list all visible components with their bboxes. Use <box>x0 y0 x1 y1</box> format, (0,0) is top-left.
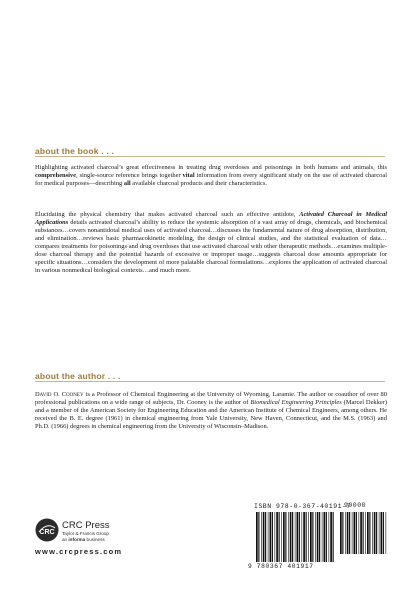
barcode-bar <box>312 512 313 562</box>
middle-divider <box>35 381 385 382</box>
barcode-bar <box>306 512 307 562</box>
barcode-bar <box>330 512 332 562</box>
barcode-bar <box>356 512 357 554</box>
barcode-bar <box>261 512 262 562</box>
barcode-bar <box>268 512 269 562</box>
barcode-bar <box>295 512 296 562</box>
barcode-bar <box>302 512 303 562</box>
barcode-bar <box>376 512 377 554</box>
text-run: available charcoal products and their characteristics. <box>130 180 268 188</box>
barcode-bar <box>329 512 330 562</box>
barcode-bar <box>367 512 369 554</box>
emphasis-all: all <box>123 180 131 188</box>
about-book-paragraph-2 <box>35 211 387 275</box>
publisher-tagline <box>62 537 105 542</box>
barcode-bar <box>386 512 387 554</box>
logo-text: CRC <box>39 529 55 536</box>
barcode-bar <box>379 512 380 554</box>
text-run: information from every significant study on the use of activated charcoal for medical purposes—describing <box>35 172 387 188</box>
text-run: is a Professor of Chemical Engineering at the University of Wyoming, Laramie. The author or coauthor of over 80 professional publications on a wide range of subjects, Dr. Cooney is the author of <box>35 391 387 407</box>
publisher-url[interactable]: www.crcpress.com <box>35 547 123 556</box>
barcode-bar <box>360 512 362 554</box>
barcode-bar <box>285 512 286 562</box>
barcode-bar <box>365 512 366 554</box>
barcode-bar <box>349 512 350 554</box>
text-run: business <box>85 537 105 542</box>
barcode-bar <box>363 512 364 554</box>
about-book-paragraph-1 <box>35 164 387 188</box>
barcode-bar <box>292 512 293 562</box>
author-name: David O. Cooney <box>35 391 84 398</box>
text-run: an <box>62 537 69 542</box>
isbn-text: ISBN 978-0-367-40191-7 <box>254 503 351 510</box>
barcode-supplement <box>340 512 388 554</box>
barcode-bar <box>299 512 300 562</box>
barcode-bar <box>290 512 292 562</box>
text-run: details activated charcoal’s ability to reduce the systemic absorption of a vast array of drugs, chemicals, and biochemical substances…covers nonantidotal medical uses of activated charcoal…discusses the fundamental nature of drug absorption, distribution, and elimination…reviews basic pharmacokinetic modeling, the design of clinical studies, and the statistical evaluation of data…compares treatments for poisonings and drug overdoses that use activated charcoal with other therapeutic methods…examines multiple-dose charcoal therapy and the potential hazards of excessive or improper usage…suggests charcoal dose amounts appropriate for specific situations…considers the development of more palatable charcoal formulations…explores the application of activated charcoal in various nonmedical biological contexts…and much more. <box>35 219 387 275</box>
barcode-bar <box>283 512 285 562</box>
barcode-bar <box>258 512 259 562</box>
barcode-bar <box>263 512 265 562</box>
barcode-bar <box>324 512 326 562</box>
barcode-bar <box>322 512 323 562</box>
barcode-bar <box>345 512 346 554</box>
barcode-bar <box>276 512 278 562</box>
barcode-bar <box>342 512 343 554</box>
barcode-main <box>256 512 336 562</box>
barcode-bar <box>333 512 334 562</box>
text-run: Elucidating the physical chemistry that makes activated charcoal such an effective antidote, <box>35 211 300 218</box>
barcode-bar <box>315 512 316 562</box>
about-author-heading: about the author . . . <box>35 371 121 381</box>
barcode-bar <box>326 512 327 562</box>
about-book-heading: about the book . . . <box>35 146 115 156</box>
text-run: Highlighting activated charcoal’s great effectiveness in treating drug overdoses and poisonings in both humans and animals, this <box>35 164 387 171</box>
barcode-bar <box>288 512 289 562</box>
barcode-bar <box>275 512 276 562</box>
barcode-bar <box>340 512 342 554</box>
barcode-bar <box>359 512 360 554</box>
barcode-bar <box>381 512 383 554</box>
barcode-bar <box>256 512 258 562</box>
emphasis-vital: vital <box>182 172 195 180</box>
barcode-bar <box>374 512 376 554</box>
barcode-bar <box>281 512 282 562</box>
barcode-bar <box>352 512 353 554</box>
barcode-bar <box>347 512 349 554</box>
text-run: (Marcel Dekker) and a member of the American Society for Engineering Education and the American Institute of Chemical Engineers, among others. He received the B. E. degree (1961) in chemical engineering from Yale University, New Haven, Connecticut, and the M.S. (1963) and Ph.D. (1966) degrees in chemical engineering from the University of Wisconsin–Madison. <box>35 399 388 431</box>
publisher-name: CRC Press <box>62 520 110 531</box>
crc-logo-icon <box>35 518 59 542</box>
barcode-bar <box>265 512 266 562</box>
barcode-bar <box>308 512 309 562</box>
barcode-bar <box>303 512 305 562</box>
publisher-group: Taylor & Francis Group <box>62 531 109 536</box>
barcode-bar <box>372 512 373 554</box>
barcode-bar <box>354 512 356 554</box>
top-divider <box>35 156 385 157</box>
informa-wordmark: informa <box>68 537 86 542</box>
supplement-number: 90000 <box>344 502 367 509</box>
author-book-title: Biomedical Engineering Principles <box>250 399 342 407</box>
barcode-bar <box>317 512 319 562</box>
barcode-bar <box>319 512 320 562</box>
barcode-bar <box>310 512 312 562</box>
barcode-bar <box>369 512 370 554</box>
text-run: , single-source reference brings together <box>76 172 183 180</box>
barcode-bar <box>297 512 299 562</box>
barcode-bar <box>272 512 273 562</box>
barcode-bar <box>383 512 384 554</box>
about-author-paragraph <box>35 391 387 431</box>
emphasis-comprehensive: comprehensive <box>35 172 77 180</box>
barcode-bar <box>279 512 280 562</box>
barcode-bar <box>270 512 272 562</box>
book-title: Activated Charcoal in Medical Applications <box>35 211 387 227</box>
barcode-digits: 9 780367 401917 <box>248 563 314 570</box>
